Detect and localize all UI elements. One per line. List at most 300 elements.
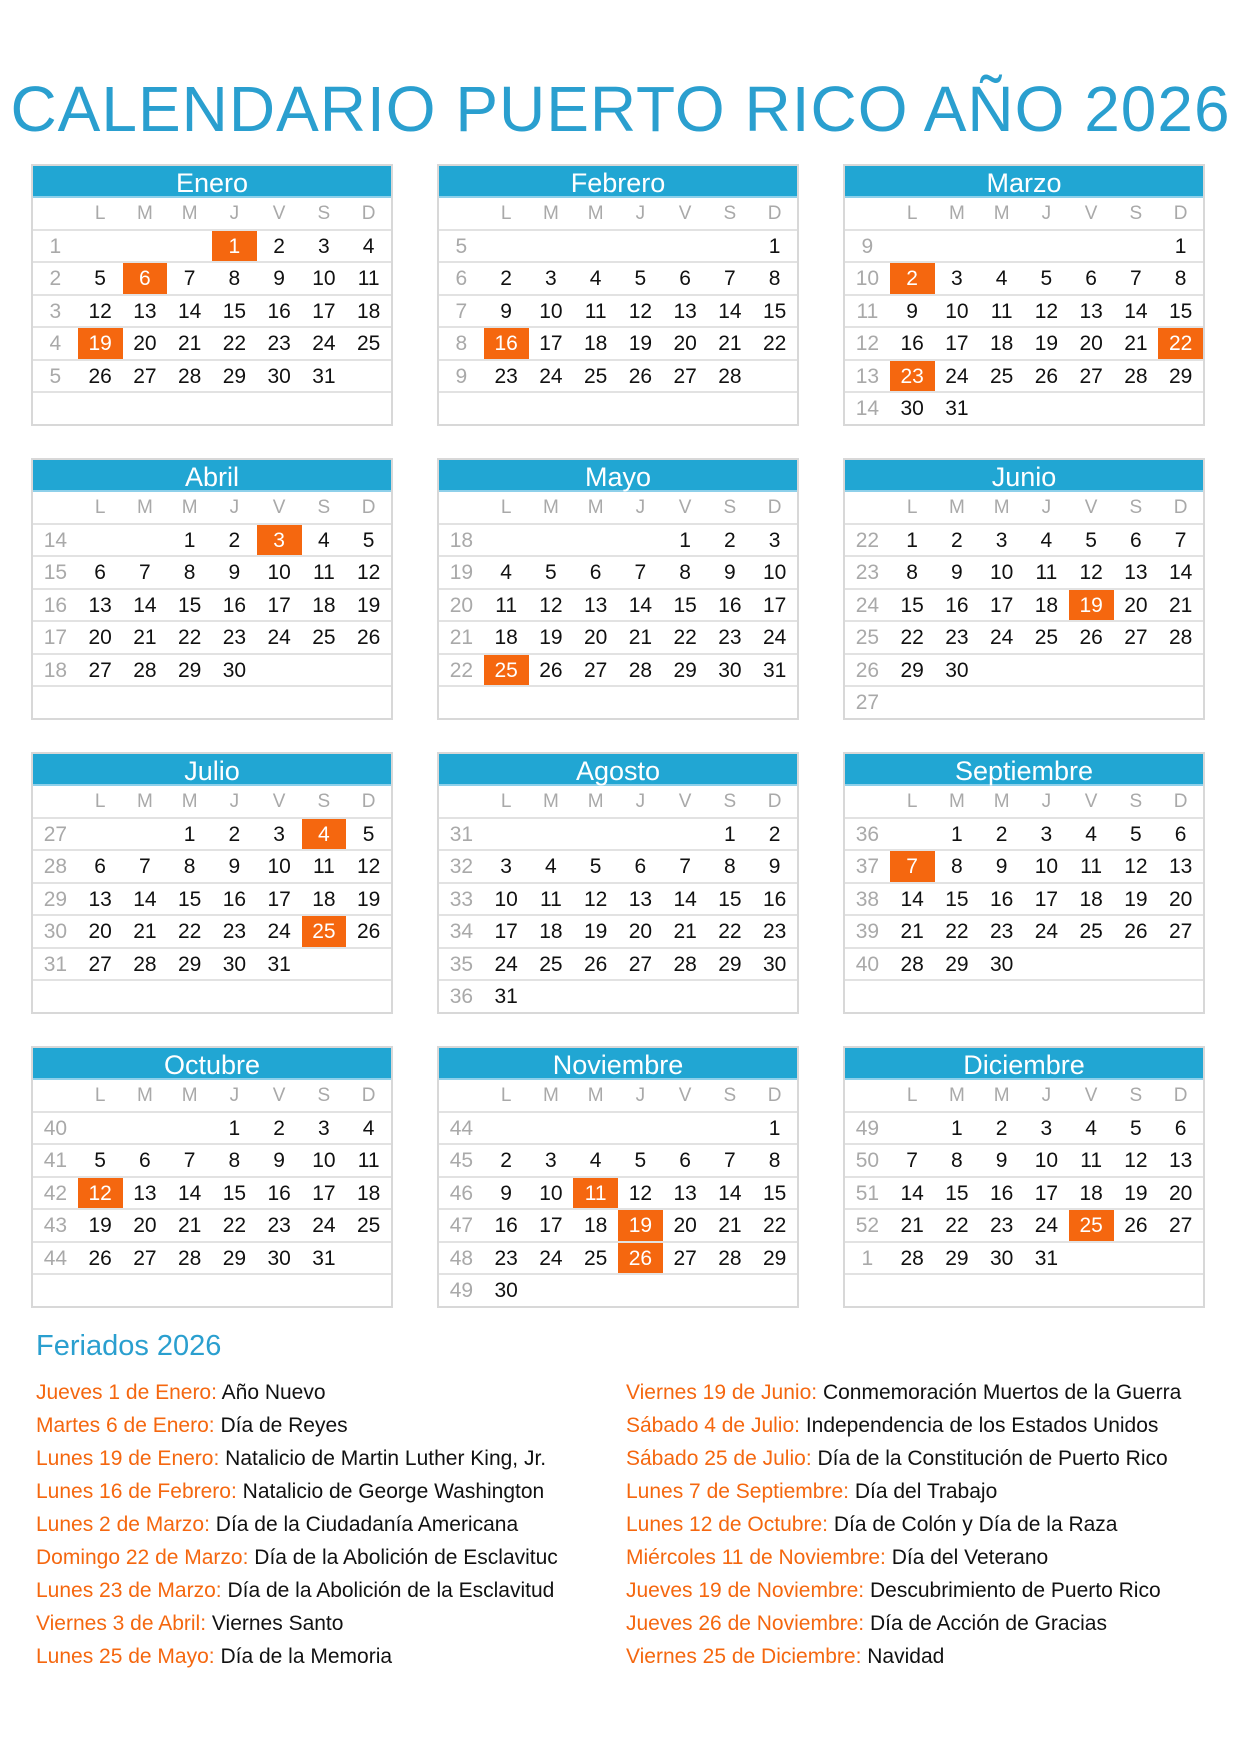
day-cell: 22 [177, 920, 202, 943]
holiday-entry [626, 1508, 1181, 1541]
day-cell: 21 [628, 626, 653, 649]
holiday-day-cell: 19 [1069, 590, 1114, 621]
day-cell: 10 [1034, 1149, 1059, 1172]
day-cell [979, 687, 1024, 720]
weekday-header: S [1129, 791, 1143, 812]
day-cell: 20 [1079, 332, 1103, 355]
weekday-header: D [767, 1085, 782, 1106]
weekday-header: V [272, 1085, 286, 1106]
day-cell [1114, 1275, 1159, 1308]
day-cell: 28 [1168, 626, 1193, 649]
week-number: 35 [449, 952, 474, 976]
day-cell: 11 [539, 887, 562, 911]
day-cell: 26 [356, 920, 381, 943]
weekday-header: M [136, 791, 153, 812]
day-cell [529, 687, 574, 720]
day-cell: 5 [1085, 528, 1097, 552]
day-cell [663, 1113, 708, 1144]
day-cell: 13 [673, 299, 697, 323]
day-cell: 17 [989, 593, 1014, 617]
day-cell: 12 [1034, 299, 1059, 323]
weekday-header: J [1041, 203, 1052, 224]
day-cell [1114, 655, 1159, 686]
day-cell: 12 [628, 299, 653, 323]
day-cell: 10 [989, 561, 1014, 584]
week-number [33, 687, 78, 720]
weekday-header-row [439, 786, 797, 819]
day-cell: 22 [673, 626, 697, 649]
day-cell [302, 981, 347, 1014]
day-cell: 18 [312, 887, 336, 911]
holiday-day-cell: 7 [890, 851, 935, 882]
month-name: Diciembre [845, 1048, 1203, 1080]
day-cell [618, 1275, 663, 1308]
day-cell: 5 [94, 1149, 106, 1172]
week-row [439, 687, 797, 720]
day-cell: 28 [900, 1246, 924, 1270]
day-cell: 10 [762, 561, 787, 584]
day-cell: 4 [1085, 822, 1097, 846]
week-number: 9 [455, 364, 468, 388]
day-cell [346, 949, 391, 980]
day-cell: 31 [494, 985, 518, 1008]
weekday-header-row [845, 1080, 1203, 1113]
holiday-entry [36, 1541, 558, 1574]
day-cell: 6 [94, 855, 106, 878]
holiday-date: Lunes 19 de Enero: [36, 1447, 220, 1470]
day-cell: 24 [989, 626, 1014, 649]
day-cell [1114, 1243, 1159, 1274]
weekday-header: V [1084, 791, 1098, 812]
day-cell: 2 [768, 822, 781, 846]
week-number: 2 [49, 267, 62, 290]
day-cell: 29 [222, 364, 247, 388]
day-cell: 27 [673, 364, 697, 388]
week-row [439, 884, 797, 917]
day-cell [1114, 231, 1159, 262]
day-cell: 24 [945, 364, 969, 388]
day-cell: 20 [133, 332, 157, 355]
day-cell [78, 525, 123, 556]
day-cell: 5 [634, 1149, 647, 1172]
day-cell: 20 [673, 332, 697, 355]
day-cell: 21 [1168, 593, 1193, 617]
day-cell [346, 1243, 391, 1274]
holiday-day-cell: 25 [1069, 1210, 1114, 1241]
day-cell: 11 [1035, 561, 1058, 584]
day-cell [529, 231, 574, 262]
weekday-header: M [542, 791, 559, 812]
day-cell: 18 [989, 332, 1014, 355]
day-cell [302, 655, 347, 686]
day-cell [346, 687, 391, 720]
day-cell [529, 525, 574, 556]
week-number: 22 [449, 658, 474, 682]
day-cell: 20 [133, 1214, 157, 1237]
week-number: 24 [855, 593, 880, 617]
week-row [845, 328, 1203, 361]
day-cell: 30 [762, 952, 787, 976]
holiday-day-cell: 3 [257, 525, 302, 556]
day-cell: 13 [1168, 1149, 1193, 1172]
weekday-header: M [136, 497, 153, 518]
day-cell [167, 1113, 212, 1144]
month-abril [31, 458, 393, 720]
day-cell: 25 [356, 332, 381, 355]
week-row [33, 525, 391, 558]
day-cell [1024, 981, 1069, 1014]
week-row [33, 655, 391, 688]
day-cell: 28 [718, 364, 742, 388]
weekday-header: S [317, 791, 331, 812]
day-cell: 13 [583, 593, 608, 617]
weekday-header: M [181, 497, 198, 518]
day-cell [708, 687, 753, 720]
day-cell: 6 [139, 1149, 151, 1172]
day-cell: 10 [1034, 855, 1059, 878]
month-diciembre [843, 1046, 1205, 1308]
weekday-header: V [1084, 1085, 1098, 1106]
day-cell [1158, 1243, 1203, 1274]
day-cell: 15 [673, 593, 697, 617]
day-cell: 23 [989, 920, 1014, 943]
week-number [439, 687, 484, 720]
weekday-header: S [317, 497, 331, 518]
day-cell: 11 [357, 267, 380, 290]
day-cell: 16 [494, 1214, 518, 1237]
day-cell: 12 [628, 1181, 653, 1205]
weekday-header: V [272, 497, 286, 518]
week-row [439, 361, 797, 394]
week-row [845, 916, 1203, 949]
week-row [33, 916, 391, 949]
day-cell: 22 [718, 920, 742, 943]
day-cell: 18 [312, 593, 336, 617]
day-cell: 15 [762, 1181, 787, 1205]
holiday-date: Lunes 16 de Febrero: [36, 1480, 237, 1503]
weekday-header-row [33, 492, 391, 525]
month-septiembre [843, 752, 1205, 1014]
weekday-header: D [361, 497, 376, 518]
week-number: 21 [449, 626, 474, 649]
day-cell: 5 [1130, 822, 1142, 846]
day-cell: 29 [177, 952, 202, 976]
day-cell: 11 [1080, 1149, 1103, 1172]
week-number: 36 [449, 985, 474, 1008]
day-cell [529, 393, 574, 426]
holiday-date: Sábado 25 de Julio: [626, 1447, 812, 1470]
day-cell [573, 1113, 618, 1144]
month-mayo [437, 458, 799, 720]
holiday-entry [36, 1508, 558, 1541]
day-cell: 17 [1034, 887, 1059, 911]
week-row [439, 949, 797, 982]
day-cell: 8 [951, 855, 963, 878]
weekday-header: J [635, 203, 646, 224]
week-number: 18 [43, 658, 68, 682]
weekday-header: D [361, 1085, 376, 1106]
day-cell [1158, 687, 1203, 720]
day-cell: 14 [133, 887, 157, 911]
weekday-header: D [1173, 497, 1188, 518]
day-cell: 31 [312, 1246, 336, 1270]
week-number: 49 [855, 1116, 880, 1140]
day-cell [1024, 1275, 1069, 1308]
week-row [33, 687, 391, 720]
month-octubre [31, 1046, 393, 1308]
week-row [33, 1113, 391, 1146]
day-cell [78, 981, 123, 1014]
day-cell: 5 [634, 267, 647, 290]
day-cell: 21 [718, 1214, 742, 1237]
day-cell: 16 [222, 887, 247, 911]
day-cell: 24 [267, 920, 291, 943]
day-cell [663, 687, 708, 720]
holiday-day-cell: 25 [302, 916, 347, 947]
day-cell: 26 [1034, 364, 1059, 388]
day-cell: 1 [951, 822, 963, 846]
day-cell: 17 [267, 887, 291, 911]
day-cell: 1 [183, 822, 196, 846]
day-cell: 1 [724, 822, 736, 846]
week-number [845, 981, 890, 1014]
holiday-entry [626, 1541, 1181, 1574]
day-cell: 17 [494, 920, 518, 943]
day-cell: 30 [989, 1246, 1014, 1270]
day-cell: 8 [1174, 267, 1187, 290]
day-cell: 18 [583, 1214, 608, 1237]
week-number: 1 [49, 234, 62, 258]
weekday-header: D [361, 791, 376, 812]
week-row [33, 622, 391, 655]
holiday-name: Día de la Memoria [220, 1645, 393, 1668]
day-cell: 22 [177, 626, 202, 649]
weekday-header: M [136, 1085, 153, 1106]
week-row [845, 1243, 1203, 1276]
week-number: 36 [855, 822, 880, 846]
day-cell: 3 [273, 822, 285, 846]
day-cell: 29 [177, 658, 202, 682]
weekday-header: J [1041, 791, 1052, 812]
day-cell: 24 [494, 952, 518, 976]
week-row [845, 393, 1203, 426]
week-number: 43 [43, 1214, 68, 1237]
weekday-header: L [906, 497, 918, 518]
week-row [439, 622, 797, 655]
day-cell: 13 [1079, 299, 1103, 323]
day-cell [1024, 393, 1069, 426]
week-number-header [845, 1080, 890, 1111]
day-cell: 20 [1168, 887, 1193, 911]
day-cell: 26 [88, 364, 112, 388]
day-cell [663, 981, 708, 1014]
month-name: Noviembre [439, 1048, 797, 1080]
weekday-header: M [587, 1085, 604, 1106]
week-number: 12 [855, 332, 880, 355]
day-cell: 16 [222, 593, 247, 617]
week-row [33, 231, 391, 264]
day-cell: 21 [177, 1214, 202, 1237]
weekday-header: J [229, 497, 240, 518]
weekday-header: L [94, 791, 106, 812]
day-cell [212, 981, 257, 1014]
day-cell: 24 [762, 626, 787, 649]
day-cell [890, 1275, 935, 1308]
day-cell [979, 231, 1024, 262]
holiday-day-cell: 11 [573, 1178, 618, 1209]
day-cell: 30 [945, 658, 969, 682]
weekday-header: V [272, 203, 286, 224]
day-cell: 12 [583, 887, 608, 911]
day-cell: 31 [945, 397, 969, 420]
day-cell: 15 [762, 299, 787, 323]
weekday-header: M [948, 497, 965, 518]
day-cell: 12 [1124, 855, 1148, 878]
day-cell: 24 [267, 626, 291, 649]
week-number: 45 [449, 1149, 474, 1172]
day-cell: 28 [718, 1246, 742, 1270]
day-cell [167, 687, 212, 720]
day-cell: 28 [177, 364, 202, 388]
week-number: 52 [855, 1214, 880, 1237]
day-cell: 13 [628, 887, 653, 911]
day-cell: 7 [139, 855, 151, 878]
day-cell: 8 [679, 561, 691, 584]
week-row [439, 916, 797, 949]
day-cell: 4 [1040, 528, 1053, 552]
day-cell [752, 1275, 797, 1308]
week-number-header [845, 786, 890, 817]
week-row [845, 622, 1203, 655]
day-cell: 29 [762, 1246, 787, 1270]
week-row [845, 1113, 1203, 1146]
week-row [439, 1210, 797, 1243]
week-number: 49 [449, 1279, 474, 1302]
day-cell [1114, 949, 1159, 980]
day-cell [935, 231, 980, 262]
week-row [33, 263, 391, 296]
day-cell: 20 [88, 920, 112, 943]
day-cell: 18 [1034, 593, 1059, 617]
week-number: 41 [43, 1149, 68, 1172]
week-row [33, 296, 391, 329]
week-row [845, 851, 1203, 884]
week-number: 5 [455, 234, 468, 258]
day-cell: 14 [718, 1181, 742, 1205]
day-cell: 31 [267, 952, 291, 976]
day-cell [1069, 655, 1114, 686]
day-cell: 29 [945, 1246, 969, 1270]
day-cell: 7 [634, 561, 647, 584]
day-cell: 25 [583, 1246, 608, 1270]
day-cell: 3 [1040, 822, 1053, 846]
weekday-header: M [948, 791, 965, 812]
day-cell: 24 [539, 364, 563, 388]
day-cell [573, 819, 618, 850]
holidays-section [36, 1330, 1216, 1668]
day-cell [708, 981, 753, 1014]
week-number: 14 [43, 528, 68, 552]
day-cell [1024, 949, 1069, 980]
week-row [845, 1275, 1203, 1308]
day-cell [484, 1113, 529, 1144]
weekday-header-row [33, 786, 391, 819]
week-number: 42 [43, 1181, 68, 1205]
day-cell: 12 [539, 593, 563, 617]
weekday-header: M [181, 203, 198, 224]
weekday-header: M [136, 203, 153, 224]
week-row [33, 1210, 391, 1243]
day-cell [573, 1275, 618, 1308]
week-row [845, 557, 1203, 590]
day-cell: 18 [539, 920, 563, 943]
holiday-day-cell: 12 [78, 1178, 123, 1209]
day-cell: 21 [900, 920, 924, 943]
day-cell: 24 [312, 332, 336, 355]
weekday-header: M [993, 203, 1010, 224]
day-cell [78, 1113, 123, 1144]
day-cell: 18 [583, 332, 608, 355]
day-cell: 27 [88, 952, 112, 976]
month-julio [31, 752, 393, 1014]
day-cell [78, 231, 123, 262]
day-cell: 29 [673, 658, 697, 682]
week-row [33, 1145, 391, 1178]
holiday-name: Día de la Abolición de Esclavituc [254, 1546, 558, 1569]
weekday-header-row [439, 198, 797, 231]
holiday-name: Día de Colón y Día de la Raza [833, 1513, 1118, 1536]
day-cell: 16 [718, 593, 742, 617]
day-cell [890, 231, 935, 262]
day-cell: 8 [228, 1149, 241, 1172]
day-cell [212, 1275, 257, 1308]
weekday-header: S [723, 791, 737, 812]
day-cell: 2 [273, 234, 285, 258]
day-cell: 2 [500, 267, 512, 290]
day-cell [123, 1275, 168, 1308]
weekday-header: J [229, 1085, 240, 1106]
weekday-header: S [1129, 203, 1143, 224]
day-cell: 9 [768, 855, 781, 878]
week-number: 22 [855, 528, 880, 552]
holiday-name: Viernes Santo [211, 1612, 344, 1635]
day-cell [573, 687, 618, 720]
week-number: 30 [43, 920, 68, 943]
day-cell [123, 819, 168, 850]
month-name: Octubre [33, 1048, 391, 1080]
holiday-entry [36, 1376, 558, 1409]
day-cell: 14 [628, 593, 653, 617]
weekday-header: M [948, 203, 965, 224]
week-number: 28 [43, 855, 68, 878]
day-cell: 2 [228, 822, 241, 846]
day-cell [935, 1275, 980, 1308]
week-number-header [33, 1080, 78, 1111]
day-cell: 3 [768, 528, 781, 552]
week-number: 38 [855, 887, 880, 911]
weekday-header: M [542, 497, 559, 518]
week-number: 33 [449, 887, 474, 911]
weekday-header-row [439, 1080, 797, 1113]
week-row [845, 655, 1203, 688]
week-row [33, 393, 391, 426]
day-cell: 30 [222, 658, 247, 682]
day-cell [78, 819, 123, 850]
day-cell: 21 [177, 332, 202, 355]
weekday-header: M [587, 791, 604, 812]
day-cell: 14 [177, 1181, 202, 1205]
day-cell: 20 [88, 626, 112, 649]
